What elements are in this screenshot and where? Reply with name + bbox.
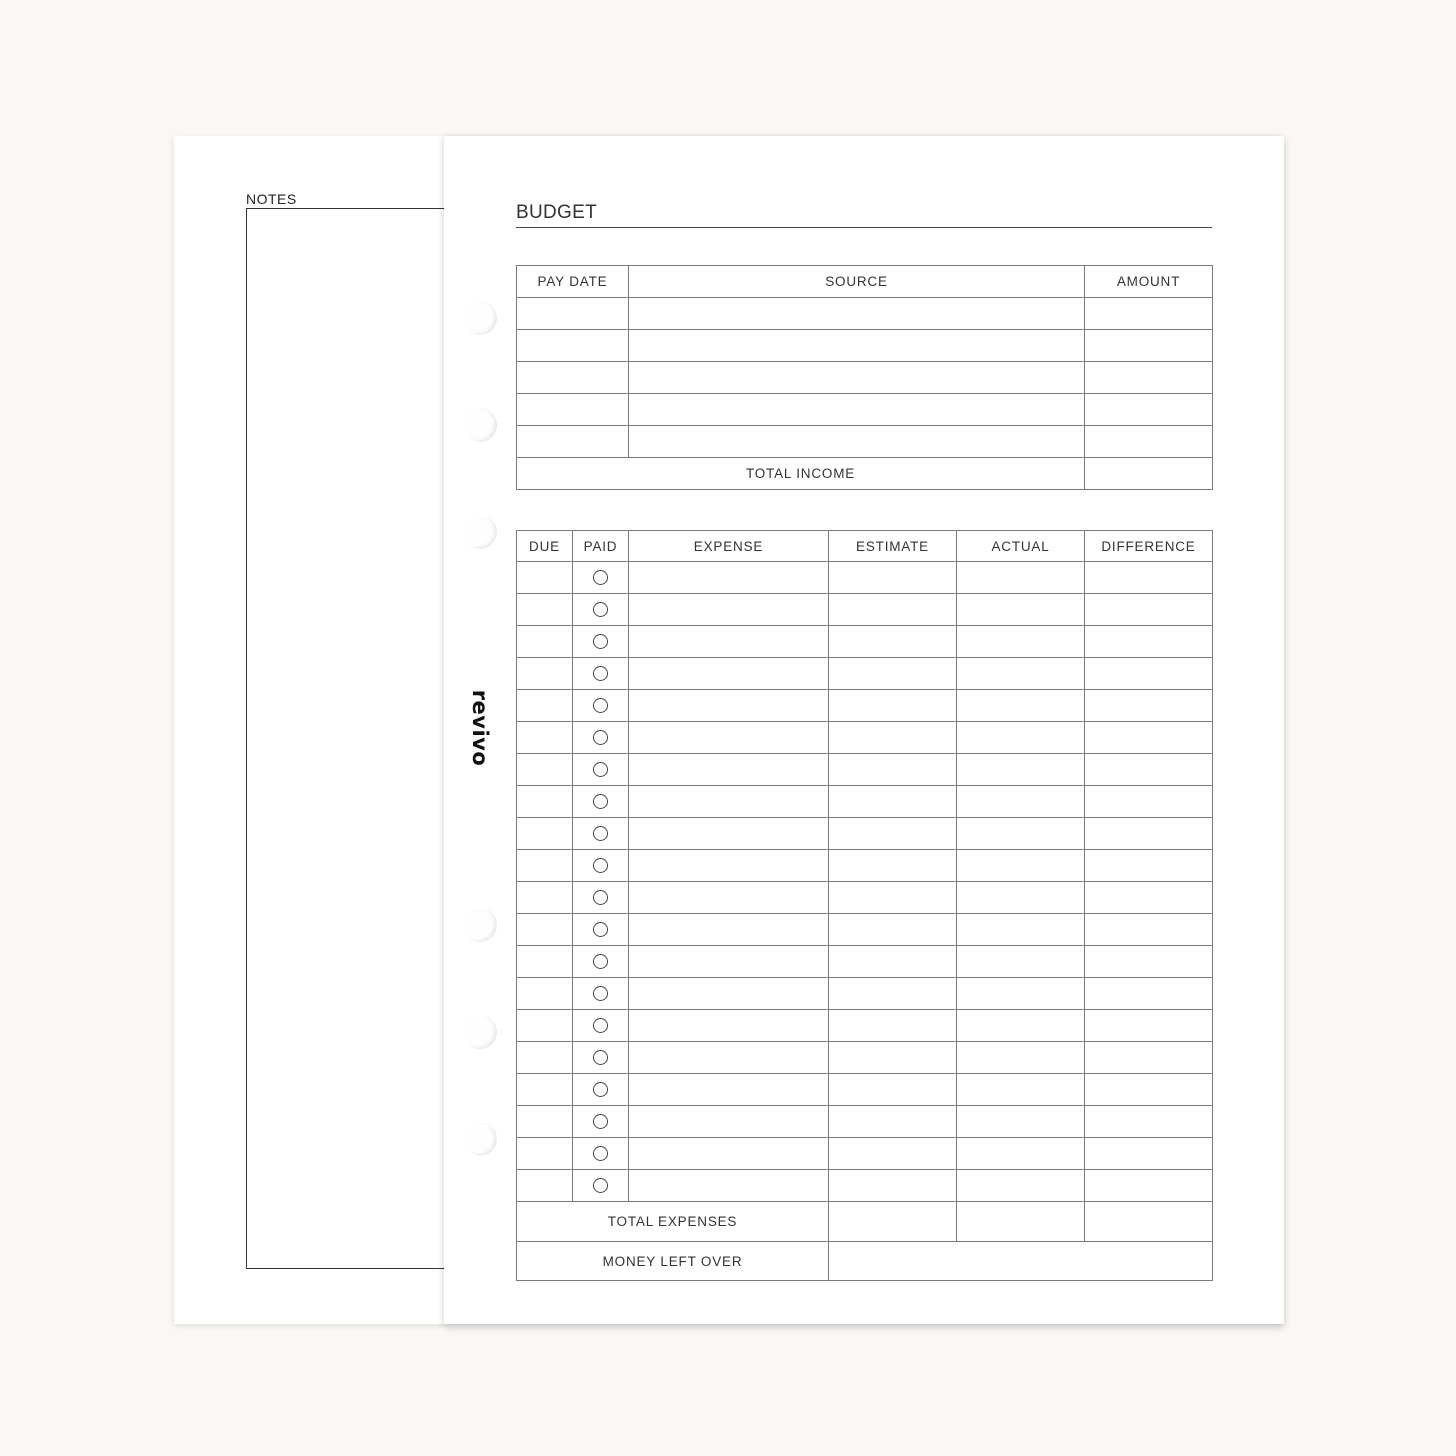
pay-date-cell[interactable]	[517, 394, 629, 426]
paid-cell	[573, 690, 629, 722]
binder-hole-icon	[463, 408, 497, 442]
paid-cell	[573, 1170, 629, 1202]
expense-cell[interactable]	[629, 658, 829, 690]
expense-table	[516, 530, 1213, 1281]
estimate-cell[interactable]	[829, 690, 957, 722]
source-cell[interactable]	[629, 362, 1085, 394]
paid-checkbox-icon[interactable]	[593, 634, 608, 649]
difference-cell[interactable]	[1085, 850, 1213, 882]
actual-cell[interactable]	[957, 658, 1085, 690]
expense-cell[interactable]	[629, 978, 829, 1010]
difference-cell[interactable]	[1085, 562, 1213, 594]
expense-row	[517, 1074, 1213, 1106]
expense-cell[interactable]	[629, 818, 829, 850]
due-cell[interactable]	[517, 850, 573, 882]
due-cell[interactable]	[517, 978, 573, 1010]
expense-row	[517, 882, 1213, 914]
paid-checkbox-icon[interactable]	[593, 1018, 608, 1033]
expense-row	[517, 1138, 1213, 1170]
source-cell[interactable]	[629, 298, 1085, 330]
due-cell[interactable]	[517, 818, 573, 850]
expense-cell[interactable]	[629, 946, 829, 978]
paid-checkbox-icon[interactable]	[593, 1178, 608, 1193]
estimate-cell[interactable]	[829, 754, 957, 786]
difference-cell[interactable]	[1085, 1074, 1213, 1106]
due-cell[interactable]	[517, 1138, 573, 1170]
actual-cell[interactable]	[957, 1010, 1085, 1042]
estimate-cell[interactable]	[829, 1138, 957, 1170]
estimate-cell[interactable]	[829, 722, 957, 754]
difference-cell[interactable]	[1085, 1138, 1213, 1170]
difference-cell[interactable]	[1085, 594, 1213, 626]
actual-cell[interactable]	[957, 1106, 1085, 1138]
income-row	[517, 362, 1213, 394]
paid-cell	[573, 786, 629, 818]
due-cell[interactable]	[517, 690, 573, 722]
income-row	[517, 426, 1213, 458]
binder-hole-icon	[463, 1122, 497, 1156]
total-income-label: TOTAL INCOME	[517, 458, 1085, 490]
due-cell[interactable]	[517, 562, 573, 594]
expense-row	[517, 754, 1213, 786]
estimate-cell[interactable]	[829, 1170, 957, 1202]
actual-cell[interactable]	[957, 786, 1085, 818]
amount-cell[interactable]	[1085, 362, 1213, 394]
estimate-cell[interactable]	[829, 850, 957, 882]
pay-date-cell[interactable]	[517, 298, 629, 330]
expense-row	[517, 786, 1213, 818]
page-title: BUDGET	[516, 202, 597, 223]
due-cell[interactable]	[517, 1170, 573, 1202]
paid-checkbox-icon[interactable]	[593, 954, 608, 969]
due-cell[interactable]	[517, 1106, 573, 1138]
difference-cell[interactable]	[1085, 1042, 1213, 1074]
source-cell[interactable]	[629, 426, 1085, 458]
paid-cell	[573, 818, 629, 850]
expense-cell[interactable]	[629, 1170, 829, 1202]
actual-cell[interactable]	[957, 818, 1085, 850]
paid-checkbox-icon[interactable]	[593, 666, 608, 681]
estimate-cell[interactable]	[829, 1074, 957, 1106]
paid-checkbox-icon[interactable]	[593, 1146, 608, 1161]
expense-cell[interactable]	[629, 1010, 829, 1042]
header-source: SOURCE	[629, 266, 1085, 298]
expense-row	[517, 1010, 1213, 1042]
total-income-cell[interactable]	[1085, 458, 1213, 490]
difference-cell[interactable]	[1085, 754, 1213, 786]
expense-row	[517, 562, 1213, 594]
total-expenses-label: TOTAL EXPENSES	[517, 1202, 829, 1242]
actual-cell[interactable]	[957, 978, 1085, 1010]
paid-checkbox-icon[interactable]	[593, 1082, 608, 1097]
expense-row	[517, 690, 1213, 722]
expense-row	[517, 850, 1213, 882]
header-due: DUE	[517, 531, 573, 562]
paid-checkbox-icon[interactable]	[593, 922, 608, 937]
paid-checkbox-icon[interactable]	[593, 602, 608, 617]
income-row	[517, 298, 1213, 330]
expense-header-row	[517, 531, 1213, 562]
due-cell[interactable]	[517, 786, 573, 818]
expense-cell[interactable]	[629, 562, 829, 594]
difference-cell[interactable]	[1085, 658, 1213, 690]
paid-cell	[573, 946, 629, 978]
money-left-over-label: MONEY LEFT OVER	[517, 1242, 829, 1281]
difference-cell[interactable]	[1085, 1106, 1213, 1138]
paid-cell	[573, 882, 629, 914]
expense-row	[517, 722, 1213, 754]
due-cell[interactable]	[517, 882, 573, 914]
pay-date-cell[interactable]	[517, 426, 629, 458]
difference-cell[interactable]	[1085, 1170, 1213, 1202]
due-cell[interactable]	[517, 946, 573, 978]
total-difference-cell[interactable]	[1085, 1202, 1213, 1242]
brand-logo: revivo	[468, 689, 492, 767]
difference-cell[interactable]	[1085, 914, 1213, 946]
due-cell[interactable]	[517, 658, 573, 690]
total-estimate-cell[interactable]	[829, 1202, 957, 1242]
actual-cell[interactable]	[957, 722, 1085, 754]
expense-cell[interactable]	[629, 882, 829, 914]
estimate-cell[interactable]	[829, 914, 957, 946]
header-pay-date: PAY DATE	[517, 266, 629, 298]
paid-checkbox-icon[interactable]	[593, 1114, 608, 1129]
due-cell[interactable]	[517, 722, 573, 754]
amount-cell[interactable]	[1085, 394, 1213, 426]
paid-checkbox-icon[interactable]	[593, 1050, 608, 1065]
income-header-row	[517, 266, 1213, 298]
due-cell[interactable]	[517, 626, 573, 658]
estimate-cell[interactable]	[829, 1042, 957, 1074]
estimate-cell[interactable]	[829, 626, 957, 658]
difference-cell[interactable]	[1085, 786, 1213, 818]
paid-cell	[573, 754, 629, 786]
actual-cell[interactable]	[957, 914, 1085, 946]
paid-checkbox-icon[interactable]	[593, 730, 608, 745]
estimate-cell[interactable]	[829, 1106, 957, 1138]
amount-cell[interactable]	[1085, 298, 1213, 330]
due-cell[interactable]	[517, 914, 573, 946]
expense-cell[interactable]	[629, 722, 829, 754]
expense-cell[interactable]	[629, 1138, 829, 1170]
expense-cell[interactable]	[629, 914, 829, 946]
difference-cell[interactable]	[1085, 690, 1213, 722]
paid-cell	[573, 722, 629, 754]
difference-cell[interactable]	[1085, 626, 1213, 658]
header-expense: EXPENSE	[629, 531, 829, 562]
paid-cell	[573, 1074, 629, 1106]
expense-cell[interactable]	[629, 754, 829, 786]
paid-cell	[573, 1106, 629, 1138]
actual-cell[interactable]	[957, 1170, 1085, 1202]
money-left-over-cell[interactable]	[829, 1242, 1213, 1281]
header-amount: AMOUNT	[1085, 266, 1213, 298]
actual-cell[interactable]	[957, 690, 1085, 722]
income-row	[517, 394, 1213, 426]
paid-cell	[573, 914, 629, 946]
paid-checkbox-icon[interactable]	[593, 698, 608, 713]
amount-cell[interactable]	[1085, 330, 1213, 362]
income-table	[516, 265, 1213, 490]
notes-label: NOTES	[246, 191, 297, 207]
paid-cell	[573, 594, 629, 626]
paid-cell	[573, 658, 629, 690]
notes-box[interactable]	[246, 208, 476, 1269]
expense-row	[517, 1106, 1213, 1138]
total-expenses-row	[517, 1202, 1213, 1242]
estimate-cell[interactable]	[829, 594, 957, 626]
expense-row	[517, 1042, 1213, 1074]
paid-checkbox-icon[interactable]	[593, 762, 608, 777]
pay-date-cell[interactable]	[517, 362, 629, 394]
difference-cell[interactable]	[1085, 722, 1213, 754]
expense-cell[interactable]	[629, 1074, 829, 1106]
expense-cell[interactable]	[629, 594, 829, 626]
due-cell[interactable]	[517, 1074, 573, 1106]
difference-cell[interactable]	[1085, 882, 1213, 914]
binder-hole-icon	[463, 1015, 497, 1049]
source-cell[interactable]	[629, 330, 1085, 362]
due-cell[interactable]	[517, 1042, 573, 1074]
header-actual: ACTUAL	[957, 531, 1085, 562]
expense-cell[interactable]	[629, 786, 829, 818]
source-cell[interactable]	[629, 394, 1085, 426]
expense-row	[517, 626, 1213, 658]
paid-checkbox-icon[interactable]	[593, 986, 608, 1001]
estimate-cell[interactable]	[829, 658, 957, 690]
actual-cell[interactable]	[957, 882, 1085, 914]
total-actual-cell[interactable]	[957, 1202, 1085, 1242]
paid-checkbox-icon[interactable]	[593, 826, 608, 841]
title-divider	[516, 227, 1212, 228]
actual-cell[interactable]	[957, 754, 1085, 786]
estimate-cell[interactable]	[829, 978, 957, 1010]
paid-checkbox-icon[interactable]	[593, 890, 608, 905]
estimate-cell[interactable]	[829, 786, 957, 818]
difference-cell[interactable]	[1085, 946, 1213, 978]
header-difference: DIFFERENCE	[1085, 531, 1213, 562]
actual-cell[interactable]	[957, 850, 1085, 882]
money-left-over-row	[517, 1242, 1213, 1281]
estimate-cell[interactable]	[829, 882, 957, 914]
expense-row	[517, 914, 1213, 946]
expense-cell[interactable]	[629, 1042, 829, 1074]
actual-cell[interactable]	[957, 1042, 1085, 1074]
income-row	[517, 330, 1213, 362]
paid-checkbox-icon[interactable]	[593, 858, 608, 873]
difference-cell[interactable]	[1085, 818, 1213, 850]
actual-cell[interactable]	[957, 1138, 1085, 1170]
income-total-row	[517, 458, 1213, 490]
estimate-cell[interactable]	[829, 1010, 957, 1042]
due-cell[interactable]	[517, 594, 573, 626]
actual-cell[interactable]	[957, 626, 1085, 658]
paid-cell	[573, 850, 629, 882]
binder-hole-icon	[463, 515, 497, 549]
actual-cell[interactable]	[957, 594, 1085, 626]
actual-cell[interactable]	[957, 1074, 1085, 1106]
paid-cell	[573, 562, 629, 594]
estimate-cell[interactable]	[829, 818, 957, 850]
paid-cell	[573, 1010, 629, 1042]
actual-cell[interactable]	[957, 946, 1085, 978]
header-paid: PAID	[573, 531, 629, 562]
paid-cell	[573, 1042, 629, 1074]
binder-hole-icon	[463, 908, 497, 942]
due-cell[interactable]	[517, 754, 573, 786]
expense-cell[interactable]	[629, 626, 829, 658]
paid-checkbox-icon[interactable]	[593, 794, 608, 809]
due-cell[interactable]	[517, 1010, 573, 1042]
expense-row	[517, 818, 1213, 850]
expense-cell[interactable]	[629, 690, 829, 722]
estimate-cell[interactable]	[829, 946, 957, 978]
paid-checkbox-icon[interactable]	[593, 570, 608, 585]
expense-row	[517, 978, 1213, 1010]
expense-row	[517, 1170, 1213, 1202]
expense-cell[interactable]	[629, 1106, 829, 1138]
expense-row	[517, 658, 1213, 690]
estimate-cell[interactable]	[829, 562, 957, 594]
paid-cell	[573, 626, 629, 658]
expense-row	[517, 594, 1213, 626]
header-estimate: ESTIMATE	[829, 531, 957, 562]
difference-cell[interactable]	[1085, 1010, 1213, 1042]
paid-cell	[573, 978, 629, 1010]
pay-date-cell[interactable]	[517, 330, 629, 362]
paid-cell	[573, 1138, 629, 1170]
expense-row	[517, 946, 1213, 978]
expense-cell[interactable]	[629, 850, 829, 882]
amount-cell[interactable]	[1085, 426, 1213, 458]
actual-cell[interactable]	[957, 562, 1085, 594]
difference-cell[interactable]	[1085, 978, 1213, 1010]
binder-hole-icon	[463, 301, 497, 335]
